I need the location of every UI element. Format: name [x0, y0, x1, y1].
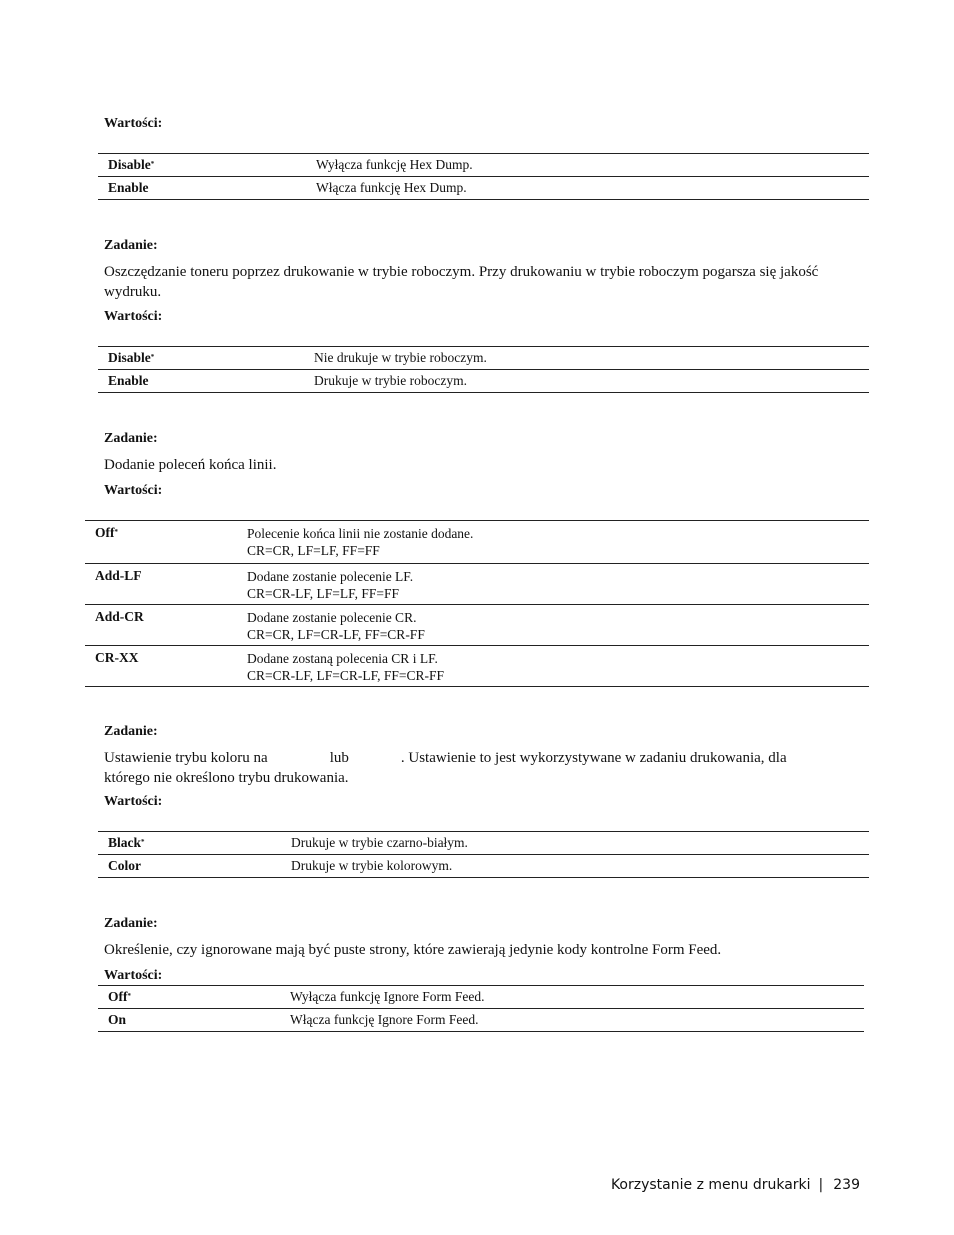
- values-heading: Wartości:: [104, 968, 163, 983]
- footer-separator: |: [818, 1177, 824, 1193]
- task-heading: Zadanie:: [104, 916, 158, 931]
- table-row: [98, 855, 869, 878]
- default-marker: *: [150, 160, 155, 168]
- task-heading: Zadanie:: [104, 238, 158, 253]
- value-description: Drukuje w trybie kolorowym.: [291, 855, 869, 878]
- value-codes: CR=CR-LF, LF=LF, FF=FF: [247, 586, 399, 601]
- table-row: [98, 154, 869, 177]
- table-row: [98, 832, 869, 855]
- value-description: Drukuje w trybie czarno-białym.: [291, 832, 869, 855]
- task-heading: Zadanie:: [104, 431, 158, 446]
- task-description: Oszczędzanie toneru poprzez drukowanie w trybie roboczym. Przy drukowaniu w trybie roboczym pogarsza się jakość wydruku.: [104, 264, 819, 300]
- value-description: Nie drukuje w trybie roboczym.: [314, 347, 869, 370]
- values-table: [98, 153, 869, 200]
- value-codes: CR=CR, LF=LF, FF=FF: [247, 543, 380, 558]
- value-key: Disable: [108, 157, 151, 172]
- value-description: Wyłącza funkcję Ignore Form Feed.: [290, 986, 864, 1009]
- table-row: [85, 564, 869, 605]
- task-text-part: . Ustawienie to jest wykorzystywane w zadaniu drukowania, dla: [400, 750, 787, 766]
- value-description: Włącza funkcję Ignore Form Feed.: [290, 1009, 864, 1032]
- value-codes: CR=CR, LF=CR-LF, FF=CR-FF: [247, 627, 425, 642]
- value-key: Enable: [98, 370, 314, 393]
- task-text-part: lub: [329, 750, 349, 766]
- value-key: Color: [98, 855, 291, 878]
- table-row: [98, 177, 869, 200]
- value-key: Enable: [98, 177, 316, 200]
- value-description: Dodane zostanie polecenie CR.: [247, 610, 417, 625]
- default-marker: *: [114, 528, 118, 536]
- page-number: 239: [833, 1177, 860, 1193]
- table-row: [85, 605, 869, 646]
- value-key: Add-LF: [85, 564, 247, 605]
- value-key: Off: [95, 525, 115, 540]
- value-key: Disable: [108, 350, 151, 365]
- footer-title: Korzystanie z menu drukarki: [610, 1177, 811, 1193]
- value-key: On: [98, 1009, 290, 1032]
- table-row: [85, 521, 869, 564]
- value-description: Wyłącza funkcję Hex Dump.: [316, 154, 869, 177]
- value-description: Dodane zostaną polecenia CR i LF.: [247, 651, 438, 666]
- task-description: [104, 748, 864, 788]
- values-heading: Wartości:: [104, 794, 163, 809]
- value-codes: CR=CR-LF, LF=CR-LF, FF=CR-FF: [247, 668, 444, 683]
- table-row: [85, 646, 869, 687]
- value-description: Włącza funkcję Hex Dump.: [316, 177, 869, 200]
- default-marker: *: [141, 838, 145, 846]
- values-table: [98, 985, 864, 1032]
- value-description: Drukuje w trybie roboczym.: [314, 370, 869, 393]
- values-heading: Wartości:: [104, 483, 163, 498]
- values-heading: Wartości:: [104, 116, 163, 131]
- task-text-part: Ustawienie trybu koloru na: [104, 750, 268, 766]
- default-marker: *: [127, 992, 131, 1000]
- page-footer: [611, 1177, 860, 1193]
- table-row: [98, 986, 864, 1009]
- value-key: CR-XX: [85, 646, 247, 687]
- task-description: Określenie, czy ignorowane mają być puste strony, które zawierają jedynie kody kontrolne Form Feed.: [104, 942, 722, 958]
- values-table: [85, 520, 869, 687]
- value-description: Dodane zostanie polecenie LF.: [247, 569, 414, 584]
- values-table: [98, 346, 869, 393]
- table-row: [98, 1009, 864, 1032]
- task-heading: Zadanie:: [104, 724, 158, 739]
- task-description: Dodanie poleceń końca linii.: [104, 457, 277, 473]
- value-key: Add-CR: [85, 605, 247, 646]
- value-key: Off: [108, 989, 128, 1004]
- default-marker: *: [150, 353, 155, 361]
- table-row: [98, 347, 869, 370]
- values-heading: Wartości:: [104, 309, 163, 324]
- value-description: Polecenie końca linii nie zostanie dodane.: [247, 526, 474, 541]
- task-text-part: którego nie określono trybu drukowania.: [104, 770, 349, 786]
- value-key: Black: [108, 835, 142, 850]
- table-row: [98, 370, 869, 393]
- values-table: [98, 831, 869, 878]
